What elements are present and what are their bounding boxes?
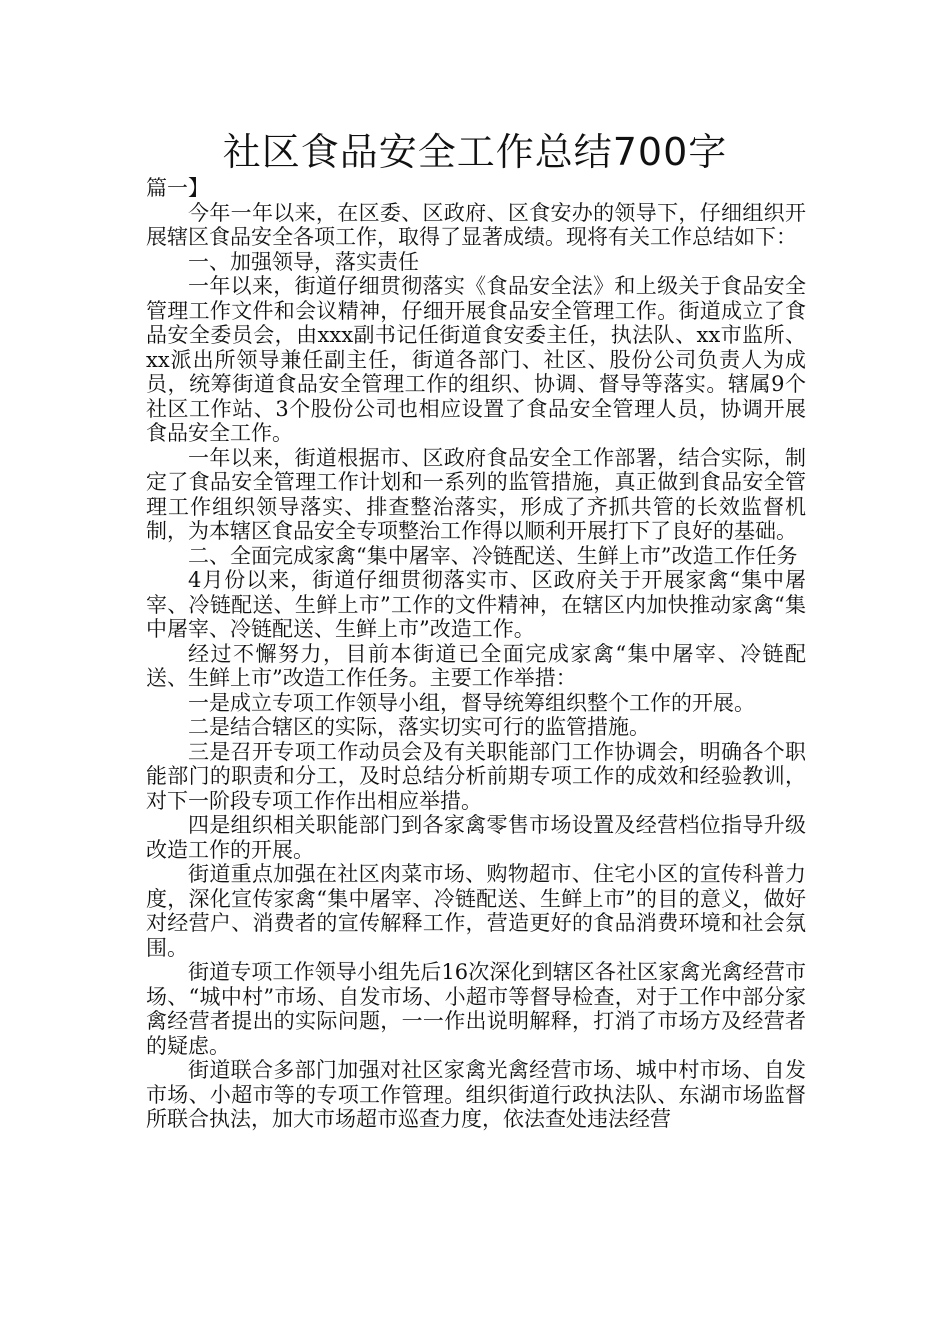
paragraph: 经过不懈努力，目前本街道已全面完成家禽“集中屠宰、冷链配送、生鲜上市”改造工作任务。主要工作举措：: [146, 641, 806, 690]
section-label: 篇一】: [146, 176, 209, 200]
paragraph: 街道联合多部门加强对社区家禽光禽经营市场、城中村市场、自发市场、小超市等的专项工作管理。组织街道行政执法队、东湖市场监督所联合执法，加大市场超市巡查力度，依法查处违法经营: [146, 1058, 806, 1131]
document-body: [146, 176, 806, 1132]
list-item: 二是结合辖区的实际，落实切实可行的监管措施。: [188, 715, 650, 739]
list-item: 一是成立专项工作领导小组，督导统筹组织整个工作的开展。: [188, 690, 755, 715]
paragraph-intro: 今年一年以来，在区委、区政府、区食安办的领导下，仔细组织开展辖区食品安全各项工作，取得了显著成绩。现将有关工作总结如下：: [146, 200, 806, 249]
section-heading-2: 二、全面完成家禽“集中屠宰、冷链配送、生鲜上市”改造工作任务: [188, 543, 798, 568]
paragraph: 街道专项工作领导小组先后16次深化到辖区各社区家禽光禽经营市场、“城中村”市场、自发市场、小超市等督导检查，对于工作中部分家禽经营者提出的实际问题，一一作出说明解释，打消了市场方及经营者的疑虑。: [146, 960, 806, 1058]
section-heading-1: 一、加强领导，落实责任: [188, 249, 419, 274]
paragraph: 一年以来，街道仔细贯彻落实《食品安全法》和上级关于食品安全管理工作文件和会议精神，仔细开展食品安全管理工作。街道成立了食品安全委员会，由xxx副书记任街道食安委主任，执法队、xx市监所、xx派出所领导兼任副主任，街道各部门、社区、股份公司负责人为成员，统筹街道食品安全管理工作的组织、协调、督导等落实。辖属9个社区工作站、3个股份公司也相应设置了食品安全管理人员，协调开展食品安全工作。: [146, 274, 806, 445]
document-title: 社区食品安全工作总结700字: [222, 130, 728, 174]
paragraph: 一年以来，街道根据市、区政府食品安全工作部署，结合实际，制定了食品安全管理工作计划和一系列的监管措施，真正做到食品安全管理工作组织领导落实、排查整治落实，形成了齐抓共管的长效监督机制，为本辖区食品安全专项整治工作得以顺利开展打下了良好的基础。: [146, 445, 806, 543]
paragraph: 4月份以来，街道仔细贯彻落实市、区政府关于开展家禽“集中屠宰、冷链配送、生鲜上市”工作的文件精神，在辖区内加快推动家禽“集中屠宰、冷链配送、生鲜上市”改造工作。: [146, 568, 806, 641]
list-item: 三是召开专项工作动员会及有关职能部门工作协调会，明确各个职能部门的职责和分工，及时总结分析前期专项工作的成效和经验教训，对下一阶段专项工作作出相应举措。: [146, 739, 806, 813]
list-item: 四是组织相关职能部门到各家禽零售市场设置及经营档位指导升级改造工作的开展。: [146, 813, 806, 862]
paragraph: 街道重点加强在社区肉菜市场、购物超市、住宅小区的宣传科普力度，深化宣传家禽“集中屠宰、冷链配送、生鲜上市”的目的意义，做好对经营户、消费者的宣传解释工作，营造更好的食品消费环境和社会氛围。: [146, 862, 806, 960]
